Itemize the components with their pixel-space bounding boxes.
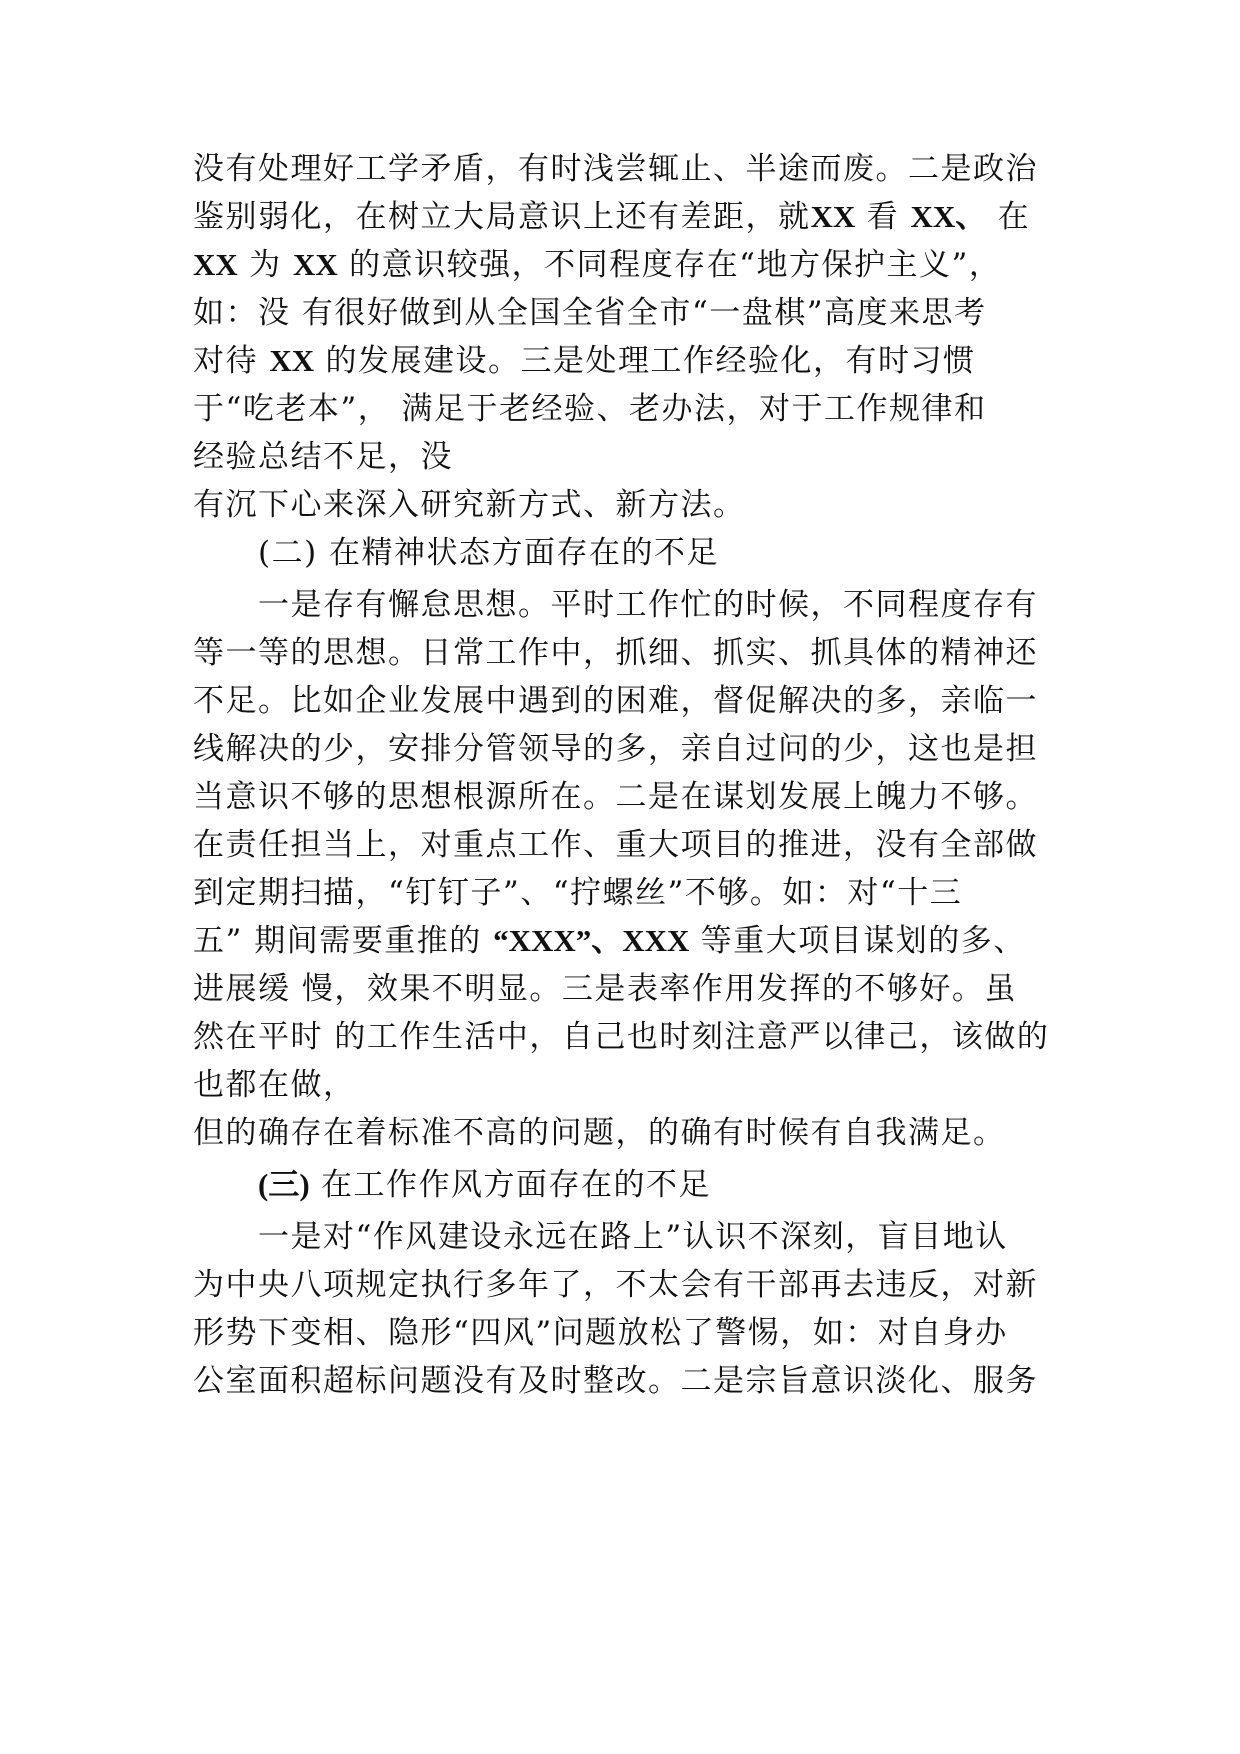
text-line-1: 没有处理好工学矛盾，有时浅尝辄止、半途而废。二是政治	[193, 151, 1038, 187]
text-line-23: 一是对“作风建设永远在路上”认识不深刻，盲目地认	[258, 1219, 1008, 1255]
text-line-12: 不足。比如企业发展中遇到的困难，督促解决的多，亲临一	[193, 683, 1038, 719]
text-line-24: 为中央八项规定执行多年了，不太会有干部再去违反，对新	[193, 1267, 1038, 1303]
text-line-16: 到定期扫描，“钉钉子”、“拧螺丝”不够。如：对“十三	[193, 875, 963, 911]
text-line-17: 五” 期间需要重推的 “XXX”、XXX 等重大项目谋划的多、	[193, 923, 1026, 959]
text-line-14: 当意识不够的思想根源所在。二是在谋划发展上魄力不够。	[193, 779, 1038, 815]
text-line-25: 形势下变相、隐形“四风”问题放松了警惕，如：对自身办	[193, 1315, 1008, 1351]
text-line-18: 进展缓 慢，效果不明显。三是表率作用发挥的不够好。虽	[193, 971, 1017, 1007]
text-line-8: 有沉下心来深入研究新方式、新方法。	[193, 487, 746, 523]
text-line-15: 在责任担当上，对重点工作、重大项目的推进，没有全部做	[193, 827, 1038, 863]
text-line-5: 对待 XX 的发展建设。三是处理工作经验化，有时习惯	[193, 343, 976, 379]
text-line-4: 如：没 有很好做到从全国全省全市“一盘棋”高度来思考	[193, 295, 987, 331]
section-heading-3: (三) 在工作作风方面存在的不足	[258, 1167, 712, 1203]
placeholder-xx: XX	[269, 343, 315, 378]
text-line-2: 鉴别弱化，在树立大局意识上还有差距，就XX 看 XX、 在	[193, 199, 1031, 235]
text-line-3: XX 为 XX 的意识较强，不同程度存在“地方保护主义”，	[193, 247, 1002, 283]
placeholder-xx: XX	[293, 247, 338, 282]
text-line-7: 经验总结不足，没	[193, 439, 453, 475]
placeholder-xx: XX	[810, 199, 856, 234]
text-line-10: 一是存有懈怠思想。平时工作忙的时候，不同程度存有	[258, 587, 1038, 623]
section-heading-2: (二) 在精神状态方面存在的不足	[258, 535, 720, 571]
text-line-26: 公室面积超标问题没有及时整改。二是宗旨意识淡化、服务	[193, 1363, 1038, 1399]
text-line-6: 于“吃老本”， 满足于老经验、老办法，对于工作规律和	[193, 391, 987, 427]
text-line-13: 线解决的少，安排分管领导的多，亲自过问的少，这也是担	[193, 731, 1038, 767]
text-line-11: 等一等的思想。日常工作中，抓细、抓实、抓具体的精神还	[193, 635, 1038, 671]
placeholder-xx: XX	[193, 247, 238, 282]
text-line-20: 也都在做，	[193, 1067, 356, 1103]
placeholder-xx: XX、	[910, 199, 987, 234]
placeholder-xxx: “XXX”、XXX	[493, 923, 690, 958]
text-line-19: 然在平时 的工作生活中，自己也时刻注意严以律己，该做的	[193, 1019, 1050, 1055]
text-line-21: 但的确存在着标准不高的问题，的确有时候有自我满足。	[193, 1115, 1006, 1151]
